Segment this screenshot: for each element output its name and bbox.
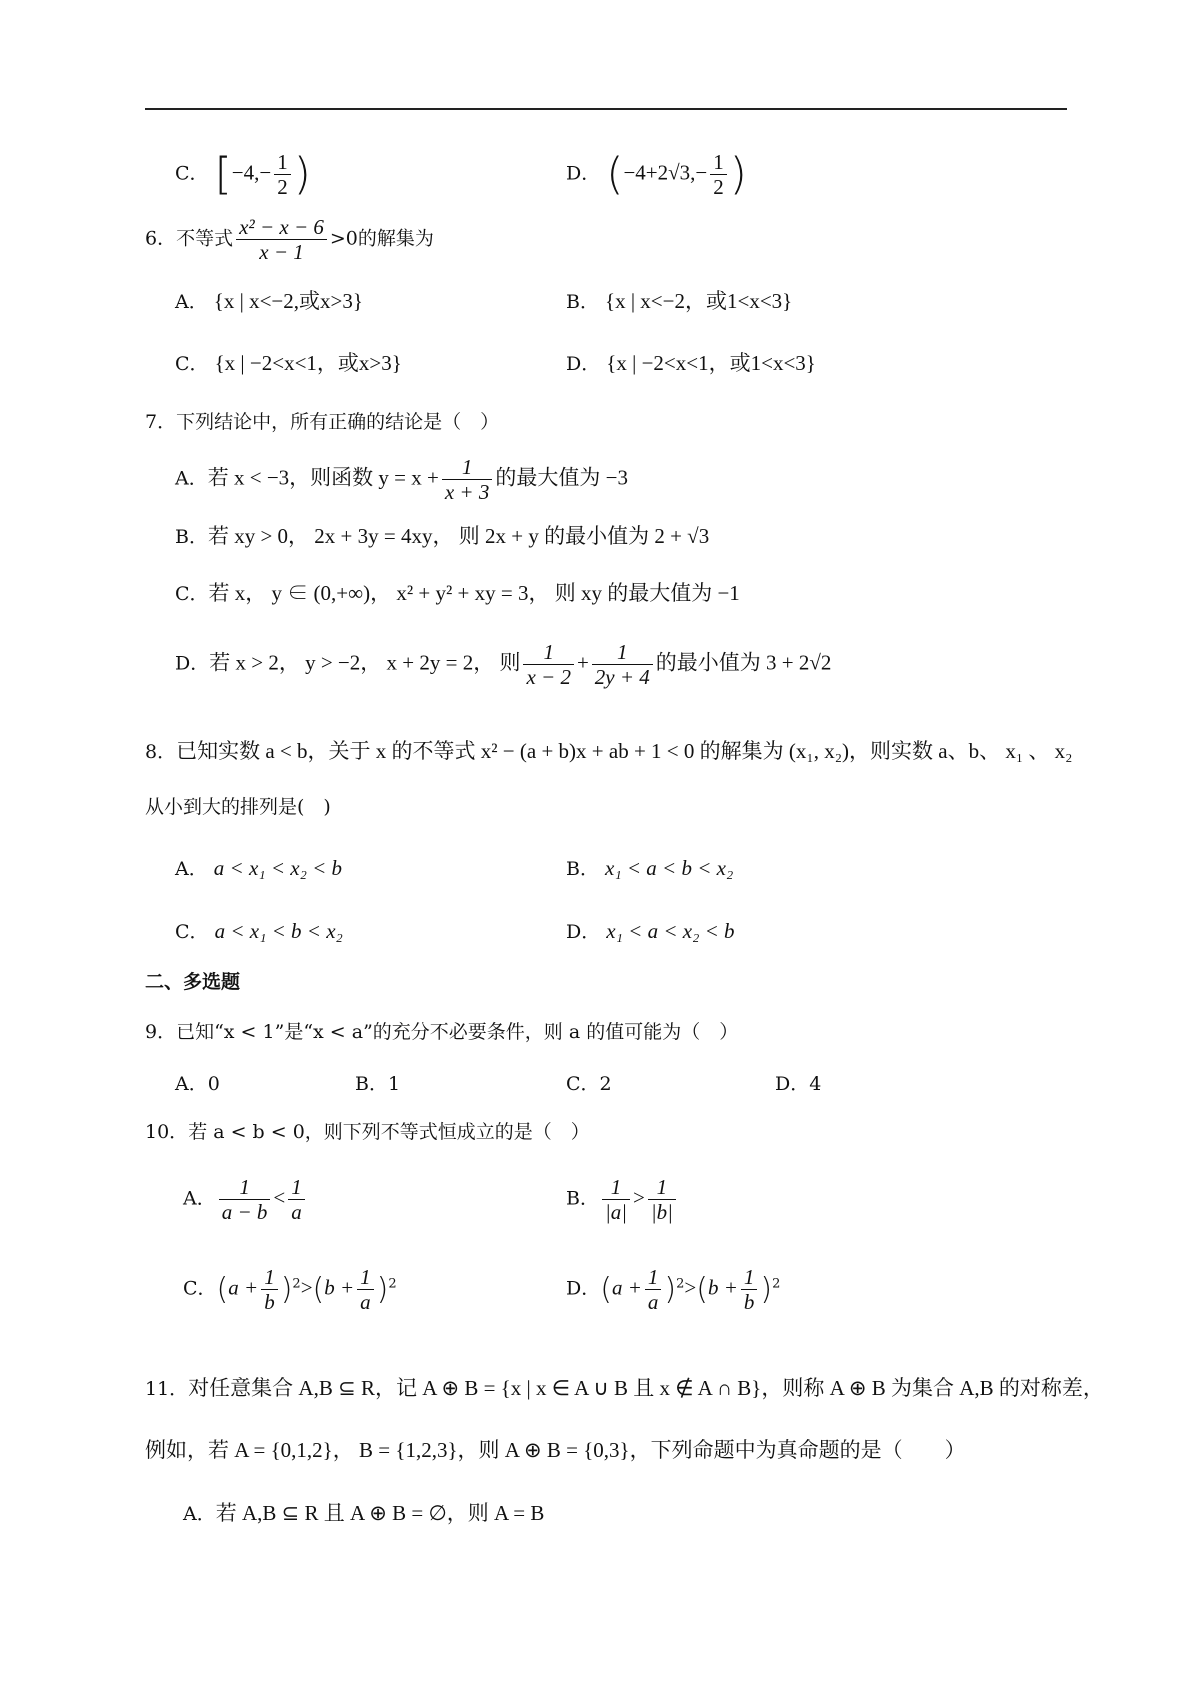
fraction: $\frac{\text{x² − x − 6}}{x - 1}$ (236, 215, 327, 264)
fraction: $\frac{1}{a}$ (357, 1265, 374, 1314)
q10-option-a[interactable]: A． $\frac{1}{a - b}$ < $\frac{1}{a}$ (183, 1175, 308, 1224)
fraction: $\frac{1}{x + 3}$ (442, 455, 493, 504)
q5-option-d[interactable]: D． (−4+2√3,− $\frac{1}{2}$ ) (566, 148, 747, 200)
q8-stem-line2: 从小到大的排列是( ) (145, 796, 331, 818)
q7-option-a[interactable]: A．若 x < −3，则函数 y = x + $\frac{1}{x + 3}$ 的最大值为 −3 (175, 455, 628, 505)
fraction: $\frac{1}{x - 2}$ (523, 640, 574, 689)
q10-option-c[interactable]: C．(a + $\frac{1}{b}$ )$^2$>(b + $\frac{1}{a}$ )$^2$ (183, 1265, 397, 1315)
q11-stem-line2: 例如，若 A = {0,1,2}， B = {1,2,3}，则 A ⊕ B = {0,3}，下列命题中为真命题的是（ ） (145, 1438, 966, 1462)
q11-option-a[interactable]: A．若 A,B ⊆ R 且 A ⊕ B = ∅，则 A = B (183, 1501, 545, 1525)
q7-option-c[interactable]: C．若 x， y ∈ (0,+∞)， x² + y² + xy = 3， 则 xy 的最大值为 −1 (175, 581, 740, 605)
q6-option-c[interactable]: C． {x | −2<x<1，或x>3} (175, 351, 402, 375)
q6-stem: 6．不等式 $\frac{\text{x² − x − 6}}{x - 1}$ >0的解集为 (145, 215, 434, 265)
fraction: $\frac{1}{2y + 4}$ (592, 640, 653, 689)
q9-option-d[interactable]: D．4 (775, 1073, 822, 1095)
q6-option-a[interactable]: A． {x | x<−2,或x>3} (175, 289, 363, 313)
fraction: $\frac{1}{b}$ (741, 1265, 758, 1314)
q10-stem: 10．若 a < b < 0，则下列不等式恒成立的是（ ） (145, 1121, 590, 1143)
q7-option-d[interactable]: D．若 x > 2， y > −2， x + 2y = 2， 则 $\frac{1}{x - 2}$ + $\frac{1}{2y + 4}$ 的最小值为 3 + 2√2 (175, 640, 832, 690)
q9-option-c[interactable]: C．2 (566, 1073, 612, 1095)
q7-stem: 7．下列结论中，所有正确的结论是（ ） (145, 411, 500, 433)
section-title: 二、多选题 (145, 971, 241, 993)
q9-option-b[interactable]: B．1 (355, 1073, 401, 1095)
fraction: $\frac{1}{a}$ (288, 1175, 305, 1224)
q10-option-b[interactable]: B． $\frac{1}{|a|}$ > $\frac{1}{|b|}$ (566, 1175, 679, 1224)
q8-option-d[interactable]: D． x₁ < a < x₂ < b (566, 919, 735, 943)
fraction: $\frac{1}{2}$ (710, 150, 727, 199)
q6-option-d[interactable]: D． {x | −2<x<1，或1<x<3} (566, 351, 816, 375)
fraction: $\frac{1}{a}$ (645, 1265, 662, 1314)
fraction: $\frac{1}{|a|}$ (602, 1175, 630, 1224)
q10-option-d[interactable]: D．(a + $\frac{1}{a}$ )$^2$>(b + $\frac{1}{b}$ )$^2$ (566, 1265, 781, 1315)
fraction: $\frac{1}{|b|}$ (648, 1175, 676, 1224)
q6-option-b[interactable]: B． {x | x<−2，或1<x<3} (566, 289, 793, 313)
q8-stem-line1: 8．已知实数 a < b，关于 x 的不等式 x² − (a + b)x + ab + 1 < 0 的解集为 (x₁, x₂)，则实数 a、b、 x₁ 、 x₂ (145, 739, 1073, 763)
q9-option-a[interactable]: A．0 (175, 1073, 220, 1095)
fraction: $\frac{1}{a - b}$ (219, 1175, 271, 1224)
q7-option-b[interactable]: B．若 xy > 0， 2x + 3y = 4xy， 则 2x + y 的最小值为 2 + √3 (175, 524, 710, 548)
q11-stem-line1: 11．对任意集合 A,B ⊆ R，记 A ⊕ B = {x | x ∈ A ∪ B 且 x ∉ A ∩ B}，则称 A ⊕ B 为集合 A,B 的对称差， (145, 1376, 1104, 1400)
q8-option-c[interactable]: C． a < x₁ < b < x₂ (175, 919, 343, 943)
q5-option-c[interactable]: C． [−4,− $\frac{1}{2}$ ) (175, 148, 311, 200)
q8-option-b[interactable]: B． x₁ < a < b < x₂ (566, 856, 734, 880)
fraction: $\frac{1}{2}$ (274, 150, 291, 199)
q9-stem: 9．已知“x < 1”是“x < a”的充分不必要条件，则 a 的值可能为（ ） (145, 1021, 739, 1043)
fraction: $\frac{1}{b}$ (261, 1265, 278, 1314)
q8-option-a[interactable]: A． a < x₁ < x₂ < b (175, 856, 343, 880)
header-rule (145, 108, 1067, 110)
